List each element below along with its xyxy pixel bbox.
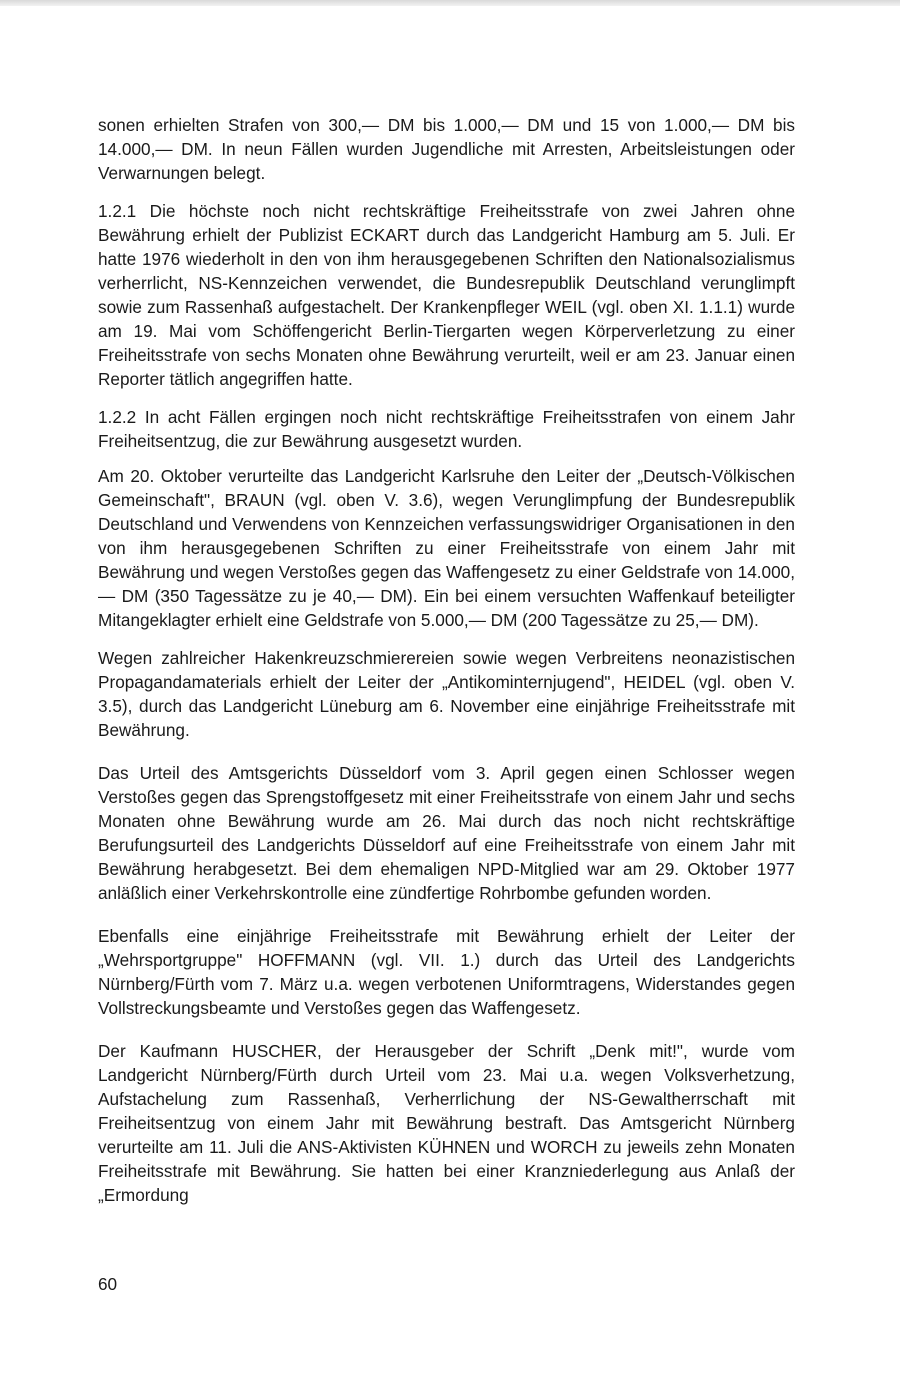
paragraph-text: Das Urteil des Amtsgerichts Düsseldorf vom 3. April gegen einen Schlosser wegen Verstoßes gegen das Sprengstoffgesetz mit einer Freiheitsstrafe von einem Jahr und sechs Monaten ohne Bewährung wurde am 26. Mai durch das noch nicht rechtskräftige Berufungsurteil des Landgerichts Düsseldorf auf eine Freiheitsstrafe von einem Jahr mit Bewährung herabgesetzt. Bei dem ehemaligen NPD-Mitglied war am 29. Oktober 1977 anläßlich einer Verkehrskontrolle eine zündfertige Rohrbombe gefunden worden. [98,763,795,903]
paragraph-text: Am 20. Oktober verurteilte das Landgericht Karlsruhe den Leiter der „Deutsch-Völkischen Gemeinschaft", BRAUN (vgl. oben V. 3.6), wegen Verunglimpfung der Bundesrepublik Deutschland und Verwendens von Kennzeichen verfassungswidriger Organisationen in den von ihm herausgegebenen Schriften zu einer Freiheitsstrafe von einem Jahr mit Bewährung und wegen Verstoßes gegen das Waffengesetz zu einer Geldstrafe von 14.000,— DM (350 Tagessätze zu je 40,— DM). Ein bei einem versuchten Waffenkauf beteiligter Mitangeklagter erhielt eine Geldstrafe von 5.000,— DM (200 Tagessätze zu 25,— DM). [98,466,795,630]
paragraph-text: sonen erhielten Strafen von 300,— DM bis 1.000,— DM und 15 von 1.000,— DM bis 14.000,— DM. In neun Fällen wurden Jugendliche mit Arresten, Arbeitsleistungen oder Verwarnungen belegt. [98,115,795,183]
page-top-edge [0,0,900,6]
paragraph-braun [98,464,795,632]
section-number: 1.2.2 [98,407,137,427]
paragraph-section-1-2-2 [98,405,795,453]
section-number: 1.2.1 [98,201,137,221]
page-number: 60 [98,1274,118,1294]
paragraph-section-1-2-1 [98,199,795,391]
paragraph-text: Der Kaufmann HUSCHER, der Herausgeber der Schrift „Denk mit!", wurde vom Landgericht Nürnberg/Fürth durch Urteil vom 23. Mai u.a. wegen Volksverhetzung, Aufstachelung zum Rassenhaß, Verherrlichung der NS-Gewaltherrschaft mit Freiheitsentzug von einem Jahr mit Bewährung bestraft. Das Amtsgericht Nürnberg verurteilte am 11. Juli die ANS-Aktivisten KÜHNEN und WORCH zu jeweils zehn Monaten Freiheitsstrafe mit Bewährung. Sie hatten bei einer Kranzniederlegung aus Anlaß der „Ermordung [98,1041,795,1205]
paragraph-intro [98,113,795,185]
paragraph-heidel [98,646,795,742]
paragraph-hoffmann [98,924,795,1020]
paragraph-duesseldorf [98,761,795,905]
paragraph-text: Ebenfalls eine einjährige Freiheitsstrafe mit Bewährung erhielt der Leiter der „Wehrsportgruppe" HOFFMANN (vgl. VII. 1.) durch das Urteil des Landgerichts Nürnberg/Fürth vom 7. März u.a. wegen verbotenen Uniformtragens, Widerstandes gegen Vollstreckungsbeamte und Verstoßes gegen das Waffengesetz. [98,926,795,1018]
paragraph-text: Die höchste noch nicht rechtskräftige Freiheitsstrafe von zwei Jahren ohne Bewährung erhielt der Publizist ECKART durch das Landgericht Hamburg am 5. Juli. Er hatte 1976 wiederholt in den von ihm herausgegebenen Schriften den Nationalsozialismus verherrlicht, NS-Kennzeichen verwendet, die Bundesrepublik Deutschland verunglimpft sowie zum Rassenhaß aufgestachelt. Der Krankenpfleger WEIL (vgl. oben XI. 1.1.1) wurde am 19. Mai vom Schöffengericht Berlin-Tiergarten wegen Körperverletzung zu einer Freiheitsstrafe von sechs Monaten ohne Bewährung verurteilt, weil er am 23. Januar einen Reporter tätlich angegriffen hatte. [98,201,796,389]
document-body [98,113,795,1207]
paragraph-text: Wegen zahlreicher Hakenkreuzschmierereien sowie wegen Verbreitens neonazistischen Propagandamaterials erhielt der Leiter der „Antikominternjugend", HEIDEL (vgl. oben V. 3.5), durch das Landgericht Lüneburg am 6. November eine einjährige Freiheitsstrafe mit Bewährung. [98,648,795,740]
paragraph-huscher [98,1039,795,1207]
paragraph-text: In acht Fällen ergingen noch nicht rechtskräftige Freiheitsstrafen von einem Jahr Freiheitsentzug, die zur Bewährung ausgesetzt wurden. [98,407,796,451]
